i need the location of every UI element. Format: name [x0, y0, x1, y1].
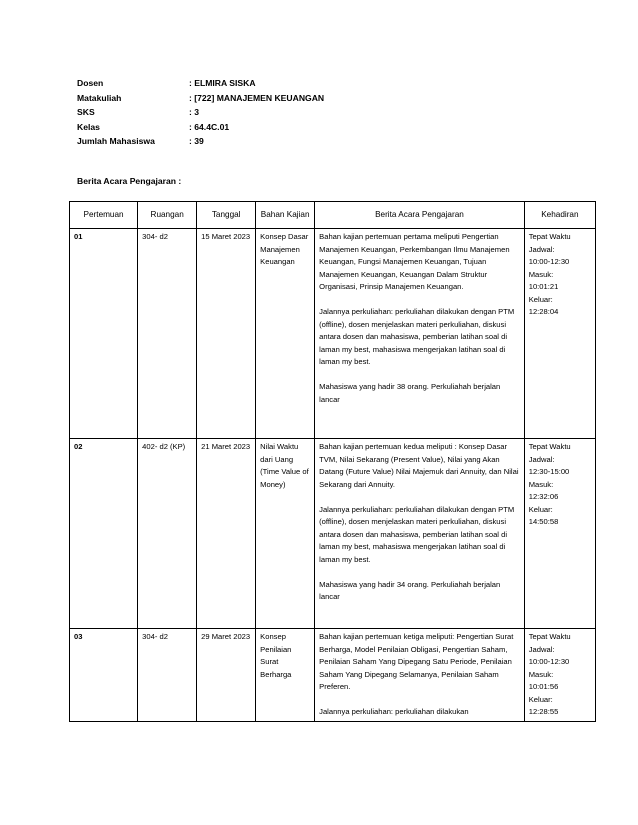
table-row: [70, 629, 596, 722]
berita-materi: Bahan kajian pertemuan kedua meliputi : Konsep Dasar TVM, Nilai Sekarang (Present Value), Nilai yang Akan Datang (Future Value) Nilai Majemuk dari Annuity, dan Nilai Sekarang dari Annuity.: [319, 442, 519, 489]
masuk-value: 12:32:06: [528, 492, 559, 501]
berita-materi: Bahan kajian pertemuan pertama meliputi Pengertian Manajemen Keuangan, Perkembangan Ilmu Manajemen Keuangan, Fungsi Manajemen Keuangan, Tujuan Manajemen Keuangan, Keuangan Dalam Struktur Organisasi, Prinsip Manajemen Keuangan.: [319, 232, 510, 291]
cell-tanggal: 29 Maret 2023: [197, 629, 256, 722]
keluar-value: 14:50:58: [528, 517, 559, 526]
info-label: Matakuliah: [77, 92, 122, 103]
status-label: Tepat Waktu: [528, 442, 571, 451]
info-label: Dosen: [77, 78, 104, 88]
keluar-label: Keluar:: [528, 694, 553, 704]
header-ruangan: Ruangan: [138, 202, 197, 229]
jadwal-label: Jadwal:: [528, 644, 555, 654]
masuk-label: Masuk:: [528, 479, 554, 489]
info-value: : ELMIRA SISKA: [189, 78, 256, 88]
cell-pertemuan: 03: [70, 629, 138, 722]
info-label: Kelas: [77, 121, 100, 132]
cell-bahan-kajian: Nilai Waktu dari Uang (Time Value of Money): [256, 439, 315, 629]
cell-tanggal: 15 Maret 2023: [197, 229, 256, 439]
berita-kehadiran: Mahasiswa yang hadir 38 orang. Perkuliahah berjalan lancar: [319, 382, 501, 404]
cell-ruangan: 304- d2: [138, 629, 197, 722]
cell-berita-acara: [315, 439, 525, 629]
table-header-row: [70, 202, 596, 229]
cell-pertemuan: 02: [70, 439, 138, 629]
cell-berita-acara: [315, 629, 525, 722]
keluar-label: Keluar:: [528, 504, 553, 514]
status-label: Tepat Waktu: [528, 632, 571, 641]
info-label: SKS: [77, 107, 95, 117]
berita-jalannya: Jalannya perkuliahan: perkuliahan dilakukan: [319, 707, 469, 716]
masuk-value: 10:01:21: [528, 282, 559, 291]
course-info: [77, 76, 324, 149]
info-value: : 3: [189, 107, 200, 117]
berita-jalannya: Jalannya perkuliahan: perkuliahan dilakukan dengan PTM (offline), dosen menjelaskan materi perkuliahan, diskusi antara dosen dan mahasiswa, pemberian latihan soal di laman my best, mahasiswa mengerjakan latihan soal di laman my best.: [319, 307, 515, 366]
keluar-label: Keluar:: [528, 294, 553, 304]
jadwal-value: 10:00-12:30: [528, 657, 570, 666]
info-label: Jumlah Mahasiswa: [77, 136, 155, 146]
jadwal-label: Jadwal:: [528, 454, 555, 464]
header-kehadiran: Kehadiran: [524, 202, 595, 229]
cell-berita-acara: [315, 229, 525, 439]
teaching-record-table: [69, 201, 596, 722]
masuk-value: 10:01:56: [528, 682, 559, 691]
cell-kehadiran: [524, 439, 595, 629]
info-row-matakuliah: [77, 91, 324, 106]
header-berita-acara: Berita Acara Pengajaran: [315, 202, 525, 229]
info-row-jumlah: [77, 134, 324, 149]
table-row: [70, 439, 596, 629]
header-bahan-kajian: Bahan Kajian: [256, 202, 315, 229]
info-value: : 39: [189, 136, 204, 146]
status-label: Tepat Waktu: [528, 232, 571, 241]
header-tanggal: Tanggal: [197, 202, 256, 229]
info-value: : [722] MANAJEMEN KEUANGAN: [189, 92, 325, 103]
jadwal-label: Jadwal:: [528, 244, 555, 254]
table-row: [70, 229, 596, 439]
cell-tanggal: 21 Maret 2023: [197, 439, 256, 629]
berita-materi: Bahan kajian pertemuan ketiga meliputi: Pengertian Surat Berharga, Model Penilaian Obligasi, Pengertian Saham, Penilaian Saham Yang Dipegang Satu Periode, Penilaian Saham Yang Dipegang Selamanya, Penilaian Saham Preferen.: [319, 632, 514, 691]
masuk-label: Masuk:: [528, 669, 554, 679]
jadwal-value: 12:30-15:00: [528, 467, 570, 476]
info-row-sks: [77, 105, 324, 120]
cell-ruangan: 402- d2 (KP): [138, 439, 197, 629]
cell-bahan-kajian: Konsep Penilaian Surat Berharga: [256, 629, 315, 722]
header-pertemuan: Pertemuan: [70, 202, 138, 229]
info-row-dosen: [77, 76, 324, 91]
section-title: Berita Acara Pengajaran :: [77, 176, 182, 186]
masuk-label: Masuk:: [528, 269, 554, 279]
cell-pertemuan: 01: [70, 229, 138, 439]
jadwal-value: 10:00-12:30: [528, 257, 570, 266]
cell-ruangan: 304- d2: [138, 229, 197, 439]
cell-bahan-kajian: Konsep Dasar Manajemen Keuangan: [256, 229, 315, 439]
cell-kehadiran: [524, 229, 595, 439]
info-row-kelas: [77, 120, 324, 135]
info-value: : 64.4C.01: [189, 121, 230, 132]
cell-kehadiran: [524, 629, 595, 722]
keluar-value: 12:28:04: [528, 307, 559, 316]
berita-jalannya: Jalannya perkuliahan: perkuliahan dilakukan dengan PTM (offline), dosen menjelaskan materi perkuliahan, diskusi antara dosen dan mahasiswa, pemberian latihan soal di laman my best, mahasiswa mengerjakan latihan soal di laman my best.: [319, 504, 515, 564]
keluar-value: 12:28:55: [528, 707, 559, 716]
berita-kehadiran: Mahasiswa yang hadir 34 orang. Perkuliahah berjalan lancar: [319, 579, 501, 601]
